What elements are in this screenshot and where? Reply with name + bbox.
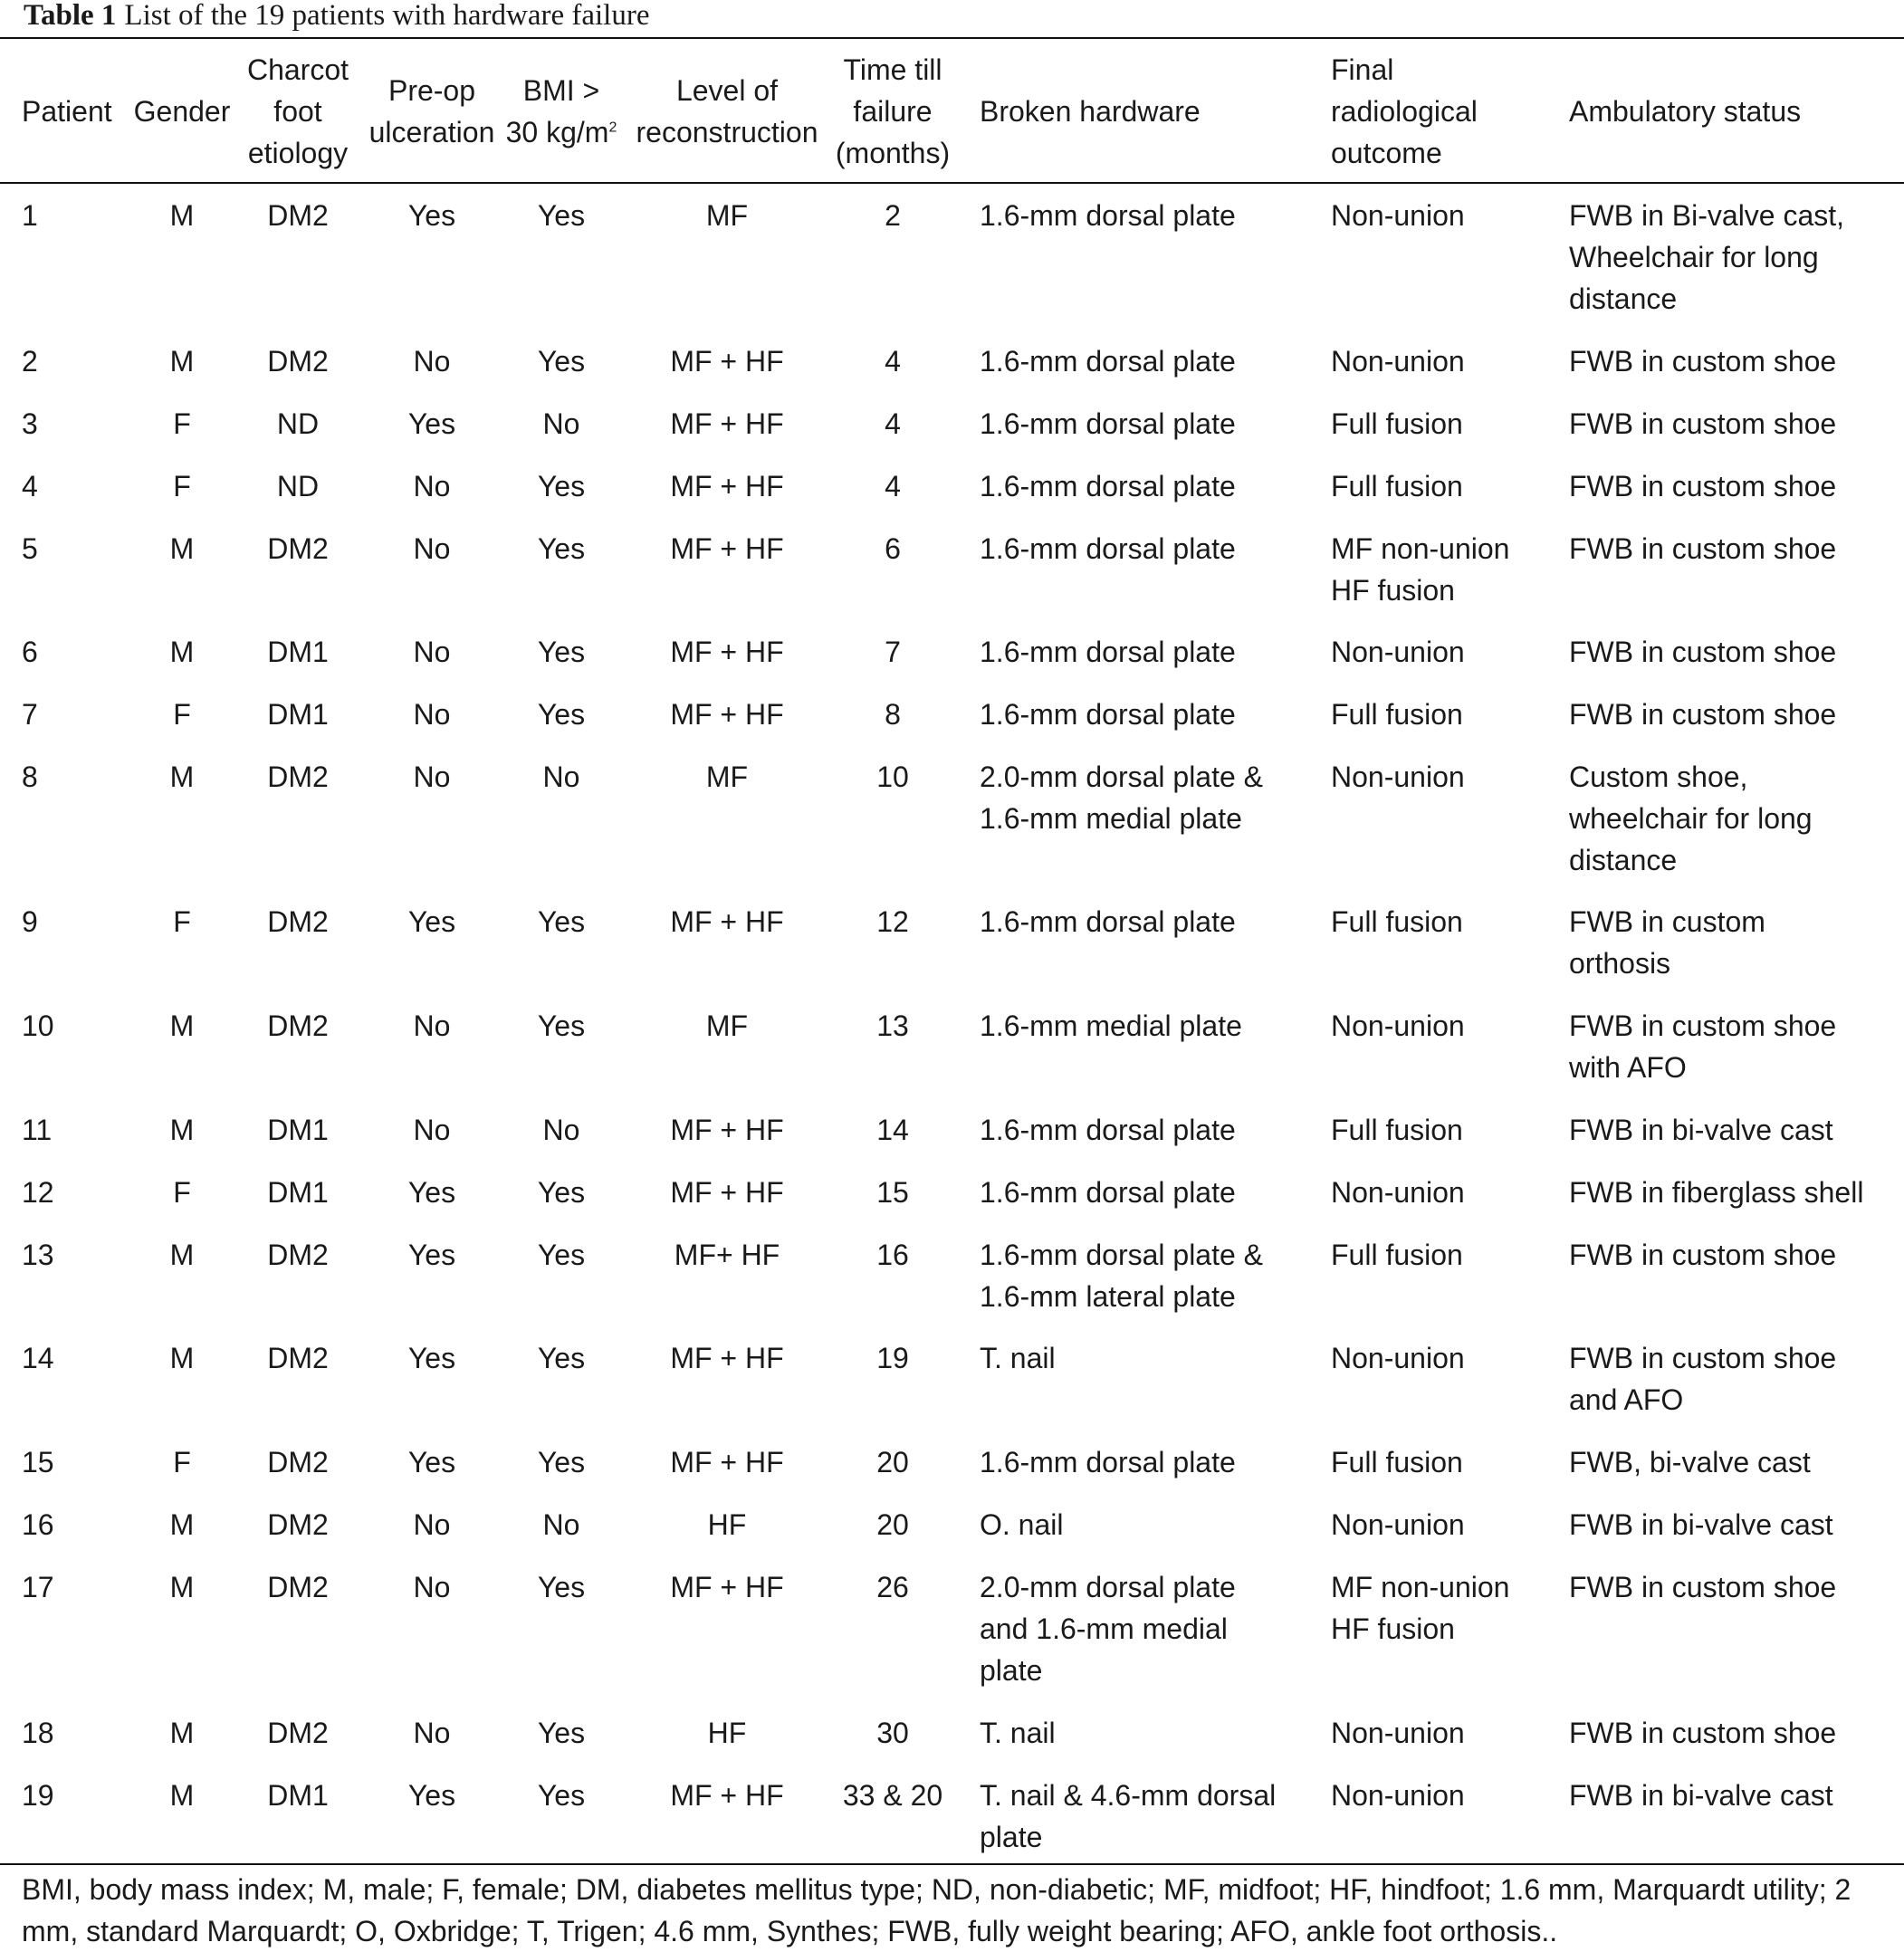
cell-hardware-line: 2.0-mm dorsal plate & (980, 761, 1264, 793)
cell-outcome (1331, 403, 1557, 445)
cell-gender: M (169, 1114, 195, 1146)
cell-outcome (1331, 1234, 1557, 1276)
cell-patient: 14 (22, 1342, 54, 1374)
cell-hardware (980, 1441, 1324, 1483)
cell-hardware-line: plate (980, 1654, 1043, 1687)
cell-status-line: FWB, bi-valve cast (1569, 1446, 1811, 1478)
cell-outcome (1331, 1441, 1557, 1483)
col-header-hardware: Broken hardware (980, 95, 1201, 128)
cell-status (1569, 1005, 1895, 1088)
cell-etiology: DM2 (267, 1009, 329, 1042)
cell-etiology: DM2 (267, 532, 329, 565)
cell-bmi: Yes (537, 905, 586, 938)
cell-hardware-line: 1.6-mm lateral plate (980, 1280, 1236, 1313)
cell-patient: 19 (22, 1779, 54, 1812)
cell-hardware (980, 1172, 1324, 1213)
cell-hardware (980, 756, 1324, 839)
cell-bmi: Yes (537, 1342, 586, 1374)
cell-outcome-line: Full fusion (1331, 407, 1463, 440)
cell-status (1569, 340, 1895, 382)
cell-etiology: DM2 (267, 1446, 329, 1478)
cell-level: MF + HF (670, 905, 784, 938)
cell-gender: M (169, 199, 195, 232)
cell-status (1569, 901, 1895, 984)
cell-time: 4 (885, 407, 901, 440)
col-header-bmi: BMI > 30 $kg/m^2$ (505, 74, 617, 148)
cell-ulceration: No (413, 532, 451, 565)
cell-hardware-line: plate (980, 1821, 1043, 1853)
table-label: Table 1 (24, 0, 117, 32)
cell-ulceration: Yes (407, 407, 456, 440)
cell-gender: F (173, 1446, 191, 1478)
cell-hardware (980, 631, 1324, 673)
cell-etiology: DM2 (267, 1508, 329, 1541)
cell-hardware-line: O. nail (980, 1508, 1064, 1541)
cell-time: 8 (885, 698, 901, 731)
cell-hardware (980, 340, 1324, 382)
cell-status (1569, 195, 1895, 320)
cell-etiology: DM1 (267, 636, 329, 668)
cell-status-line: FWB in custom shoe (1569, 470, 1837, 502)
cell-status-line: orthosis (1569, 947, 1671, 980)
cell-hardware-line: T. nail & 4.6-mm dorsal (980, 1779, 1277, 1812)
cell-time: 13 (876, 1009, 909, 1042)
cell-hardware-line: 1.6-mm dorsal plate (980, 532, 1236, 565)
cell-ulceration: No (413, 1508, 451, 1541)
cell-time: 2 (885, 199, 901, 232)
cell-status (1569, 1234, 1895, 1276)
cell-outcome-line: Non-union (1331, 761, 1465, 793)
cell-level: MF + HF (670, 1114, 784, 1146)
cell-outcome (1331, 1172, 1557, 1213)
cell-level: HF (707, 1717, 747, 1749)
cell-hardware-line: 2.0-mm dorsal plate (980, 1571, 1236, 1603)
table-footnote: BMI, body mass index; M, male; F, female; DM, diabetes mellitus type; ND, non-diabetic; MF, midfoot; HF, hindfoot; 1.6 mm, Marquardt utility; 2 mm, standard Marquardt; O, Oxbridge; T, Trigen; 4.6 mm, Synthes; FWB, fully weight bearing; AFO, ankle foot orthosis.. (22, 1873, 1851, 1947)
cell-time: 30 (876, 1717, 909, 1749)
cell-time: 6 (885, 532, 901, 565)
cell-bmi: No (542, 1508, 580, 1541)
cell-gender: M (169, 1571, 195, 1603)
cell-bmi: No (542, 761, 580, 793)
cell-status (1569, 1775, 1895, 1816)
cell-outcome-line: Full fusion (1331, 1239, 1463, 1271)
cell-patient: 6 (22, 636, 38, 668)
cell-time: 33 & 20 (842, 1779, 943, 1812)
cell-ulceration: Yes (407, 1176, 456, 1209)
cell-patient: 5 (22, 532, 38, 565)
cell-bmi: No (542, 407, 580, 440)
cell-bmi: Yes (537, 1239, 586, 1271)
cell-outcome (1331, 1109, 1557, 1151)
cell-gender: M (169, 1508, 195, 1541)
cell-ulceration: Yes (407, 1342, 456, 1374)
cell-ulceration: Yes (407, 199, 456, 232)
cell-hardware (980, 528, 1324, 569)
cell-status-line: Custom shoe, (1569, 761, 1748, 793)
cell-outcome (1331, 195, 1557, 236)
cell-level: MF + HF (670, 698, 784, 731)
cell-status (1569, 756, 1895, 881)
cell-level: MF (705, 761, 749, 793)
cell-gender: M (169, 636, 195, 668)
cell-ulceration: No (413, 1717, 451, 1749)
cell-patient: 12 (22, 1176, 54, 1209)
cell-patient: 8 (22, 761, 38, 793)
cell-patient: 4 (22, 470, 38, 502)
cell-hardware (980, 1504, 1324, 1545)
cell-outcome (1331, 756, 1557, 798)
cell-outcome (1331, 528, 1557, 611)
cell-status-line: FWB in Bi-valve cast, (1569, 199, 1845, 232)
cell-outcome-line: Full fusion (1331, 1114, 1463, 1146)
cell-outcome-line: Non-union (1331, 1176, 1465, 1209)
cell-bmi: Yes (537, 470, 586, 502)
col-header-level: Level of reconstruction (636, 74, 818, 148)
top-rule (0, 37, 1904, 39)
cell-etiology: DM1 (267, 1114, 329, 1146)
cell-gender: M (169, 761, 195, 793)
cell-bmi: Yes (537, 199, 586, 232)
cell-outcome (1331, 694, 1557, 735)
cell-ulceration: Yes (407, 1446, 456, 1478)
cell-status-line: FWB in fiberglass shell (1569, 1176, 1864, 1209)
cell-time: 20 (876, 1446, 909, 1478)
cell-hardware (980, 901, 1324, 943)
cell-outcome-line: Non-union (1331, 199, 1465, 232)
cell-bmi: Yes (537, 345, 586, 378)
cell-etiology: DM1 (267, 1176, 329, 1209)
cell-bmi: Yes (537, 1779, 586, 1812)
cell-hardware (980, 694, 1324, 735)
cell-outcome-line: Non-union (1331, 1779, 1465, 1812)
cell-status-line: FWB in bi-valve cast (1569, 1114, 1833, 1146)
cell-status (1569, 631, 1895, 673)
cell-level: MF + HF (670, 532, 784, 565)
cell-hardware-line: 1.6-mm dorsal plate (980, 636, 1236, 668)
cell-ulceration: No (413, 761, 451, 793)
cell-status-line: FWB in custom shoe (1569, 1009, 1837, 1042)
cell-level: MF + HF (670, 1176, 784, 1209)
cell-ulceration: No (413, 345, 451, 378)
cell-level: MF + HF (670, 1571, 784, 1603)
cell-time: 4 (885, 470, 901, 502)
cell-hardware (980, 1234, 1324, 1317)
cell-hardware-line: 1.6-mm dorsal plate & (980, 1239, 1264, 1271)
cell-status-line: distance (1569, 844, 1678, 876)
cell-patient: 3 (22, 407, 38, 440)
cell-status-line: FWB in custom shoe (1569, 636, 1837, 668)
cell-level: MF (705, 1009, 749, 1042)
cell-status (1569, 1441, 1895, 1483)
cell-ulceration: No (413, 698, 451, 731)
cell-hardware-line: 1.6-mm dorsal plate (980, 470, 1236, 502)
cell-ulceration: Yes (407, 1779, 456, 1812)
col-header-gender: Gender (133, 95, 231, 128)
cell-outcome-line: MF non-union (1331, 532, 1510, 565)
cell-time: 4 (885, 345, 901, 378)
cell-gender: M (169, 345, 195, 378)
col-header-etiology: Charcot foot etiology (246, 53, 349, 169)
cell-level: HF (707, 1508, 747, 1541)
cell-hardware-line: 1.6-mm dorsal plate (980, 905, 1236, 938)
cell-bmi: Yes (537, 1446, 586, 1478)
cell-patient: 7 (22, 698, 38, 731)
cell-status (1569, 403, 1895, 445)
cell-gender: F (173, 1176, 191, 1209)
cell-status (1569, 1337, 1895, 1421)
cell-hardware-line: 1.6-mm dorsal plate (980, 1176, 1236, 1209)
cell-time: 26 (876, 1571, 909, 1603)
cell-patient: 16 (22, 1508, 54, 1541)
cell-status-line: and AFO (1569, 1383, 1684, 1416)
cell-outcome-line: MF non-union (1331, 1571, 1510, 1603)
cell-bmi: Yes (537, 1717, 586, 1749)
cell-hardware-line: 1.6-mm dorsal plate (980, 1114, 1236, 1146)
col-header-ulceration: Pre-op ulceration (368, 74, 495, 148)
cell-etiology: DM2 (267, 761, 329, 793)
cell-gender: F (173, 905, 191, 938)
cell-hardware-line: 1.6-mm dorsal plate (980, 345, 1236, 378)
col-header-outcome: Final radiological outcome (1331, 53, 1478, 169)
cell-etiology: DM2 (267, 1239, 329, 1271)
cell-hardware (980, 1712, 1324, 1754)
cell-etiology: DM2 (267, 199, 329, 232)
cell-status (1569, 1566, 1895, 1608)
cell-hardware (980, 195, 1324, 236)
cell-gender: M (169, 1342, 195, 1374)
cell-ulceration: No (413, 1009, 451, 1042)
cell-hardware-line: T. nail (980, 1717, 1056, 1749)
cell-status-line: distance (1569, 282, 1678, 315)
cell-time: 10 (876, 761, 909, 793)
cell-outcome-line: Non-union (1331, 636, 1465, 668)
cell-time: 20 (876, 1508, 909, 1541)
col-header-patient: Patient (22, 95, 112, 128)
cell-gender: F (173, 698, 191, 731)
cell-level: MF (705, 199, 749, 232)
cell-hardware-line: T. nail (980, 1342, 1056, 1374)
cell-time: 16 (876, 1239, 909, 1271)
cell-etiology: DM2 (267, 905, 329, 938)
cell-etiology: DM1 (267, 1779, 329, 1812)
cell-gender: M (169, 1009, 195, 1042)
cell-gender: F (173, 470, 191, 502)
cell-status-line: wheelchair for long (1569, 802, 1813, 835)
cell-level: MF + HF (670, 470, 784, 502)
cell-time: 14 (876, 1114, 909, 1146)
cell-outcome-line: Non-union (1331, 345, 1465, 378)
cell-patient: 2 (22, 345, 38, 378)
cell-outcome-line: Full fusion (1331, 1446, 1463, 1478)
cell-hardware (980, 1109, 1324, 1151)
cell-gender: F (173, 407, 191, 440)
cell-status-line: FWB in custom shoe (1569, 345, 1837, 378)
cell-patient: 18 (22, 1717, 54, 1749)
cell-outcome-line: Non-union (1331, 1009, 1465, 1042)
cell-status-line: Wheelchair for long (1569, 241, 1819, 273)
cell-outcome (1331, 1566, 1557, 1650)
cell-ulceration: No (413, 1571, 451, 1603)
cell-status-line: with AFO (1569, 1051, 1687, 1084)
cell-status (1569, 528, 1895, 569)
cell-patient: 9 (22, 905, 38, 938)
cell-bmi: Yes (537, 532, 586, 565)
cell-hardware-line: 1.6-mm dorsal plate (980, 698, 1236, 731)
cell-outcome (1331, 1712, 1557, 1754)
cell-etiology: DM1 (267, 698, 329, 731)
cell-hardware (980, 465, 1324, 507)
cell-patient: 10 (22, 1009, 54, 1042)
cell-status (1569, 1172, 1895, 1213)
cell-outcome (1331, 465, 1557, 507)
col-header-status: Ambulatory status (1569, 95, 1802, 128)
bottom-rule (0, 1863, 1904, 1865)
cell-outcome (1331, 901, 1557, 943)
cell-patient: 1 (22, 199, 38, 232)
cell-hardware-line: 1.6-mm dorsal plate (980, 199, 1236, 232)
cell-status (1569, 694, 1895, 735)
cell-gender: M (169, 1717, 195, 1749)
cell-ulceration: No (413, 1114, 451, 1146)
cell-outcome-line: Non-union (1331, 1508, 1465, 1541)
cell-status-line: FWB in custom (1569, 905, 1765, 938)
cell-level: MF + HF (670, 636, 784, 668)
cell-outcome (1331, 1005, 1557, 1047)
cell-gender: M (169, 532, 195, 565)
cell-status-line: FWB in custom shoe (1569, 532, 1837, 565)
cell-outcome (1331, 631, 1557, 673)
col-header-time: Time till failure (months) (835, 53, 951, 169)
cell-gender: M (169, 1239, 195, 1271)
cell-status-line: FWB in custom shoe (1569, 407, 1837, 440)
cell-level: MF + HF (670, 1446, 784, 1478)
cell-outcome (1331, 1775, 1557, 1816)
cell-outcome (1331, 340, 1557, 382)
cell-hardware (980, 1337, 1324, 1379)
cell-outcome (1331, 1337, 1557, 1379)
cell-status-line: FWB in custom shoe (1569, 698, 1837, 731)
cell-level: MF + HF (670, 1779, 784, 1812)
cell-etiology: DM2 (267, 1717, 329, 1749)
cell-outcome-line: Full fusion (1331, 905, 1463, 938)
cell-time: 12 (876, 905, 909, 938)
cell-outcome-line: Full fusion (1331, 470, 1463, 502)
cell-patient: 11 (22, 1114, 53, 1146)
cell-status-line: FWB in bi-valve cast (1569, 1508, 1833, 1541)
cell-level: MF + HF (670, 345, 784, 378)
cell-level: MF + HF (670, 407, 784, 440)
cell-outcome-line: Non-union (1331, 1342, 1465, 1374)
cell-outcome-line: HF fusion (1331, 1612, 1455, 1645)
cell-ulceration: Yes (407, 905, 456, 938)
cell-hardware-line: 1.6-mm dorsal plate (980, 407, 1236, 440)
cell-time: 7 (885, 636, 901, 668)
cell-hardware (980, 1005, 1324, 1047)
cell-time: 19 (876, 1342, 909, 1374)
cell-status (1569, 1109, 1895, 1151)
cell-patient: 15 (22, 1446, 54, 1478)
cell-bmi: Yes (537, 698, 586, 731)
cell-hardware-line: 1.6-mm medial plate (980, 802, 1242, 835)
cell-status-line: FWB in bi-valve cast (1569, 1779, 1833, 1812)
cell-bmi: Yes (537, 1571, 586, 1603)
cell-patient: 13 (22, 1239, 54, 1271)
cell-outcome-line: Full fusion (1331, 698, 1463, 731)
header-rule (0, 182, 1904, 184)
cell-etiology: DM2 (267, 1342, 329, 1374)
cell-bmi: Yes (537, 1176, 586, 1209)
cell-etiology: ND (276, 407, 320, 440)
cell-status-line: FWB in custom shoe (1569, 1342, 1837, 1374)
cell-etiology: ND (276, 470, 320, 502)
cell-outcome-line: Non-union (1331, 1717, 1465, 1749)
cell-ulceration: Yes (407, 1239, 456, 1271)
cell-bmi: No (542, 1114, 580, 1146)
cell-outcome (1331, 1504, 1557, 1545)
cell-bmi: Yes (537, 1009, 586, 1042)
cell-status (1569, 465, 1895, 507)
cell-time: 15 (876, 1176, 909, 1209)
cell-etiology: DM2 (267, 345, 329, 378)
table-caption (24, 0, 649, 31)
cell-hardware-line: and 1.6-mm medial (980, 1612, 1228, 1645)
cell-hardware-line: 1.6-mm dorsal plate (980, 1446, 1236, 1478)
cell-gender: M (169, 1779, 195, 1812)
cell-hardware (980, 1775, 1324, 1858)
cell-status (1569, 1712, 1895, 1754)
cell-level: MF+ HF (674, 1239, 780, 1271)
cell-ulceration: No (413, 636, 451, 668)
cell-outcome-line: HF fusion (1331, 574, 1455, 607)
cell-level: MF + HF (670, 1342, 784, 1374)
cell-status (1569, 1504, 1895, 1545)
cell-ulceration: No (413, 470, 451, 502)
cell-hardware (980, 403, 1324, 445)
cell-status-line: FWB in custom shoe (1569, 1717, 1837, 1749)
cell-status-line: FWB in custom shoe (1569, 1239, 1837, 1271)
cell-etiology: DM2 (267, 1571, 329, 1603)
cell-status-line: FWB in custom shoe (1569, 1571, 1837, 1603)
cell-bmi: Yes (537, 636, 586, 668)
cell-patient: 17 (22, 1571, 54, 1603)
cell-hardware-line: 1.6-mm medial plate (980, 1009, 1242, 1042)
table-title: List of the 19 patients with hardware failure (124, 0, 650, 32)
cell-hardware (980, 1566, 1324, 1691)
